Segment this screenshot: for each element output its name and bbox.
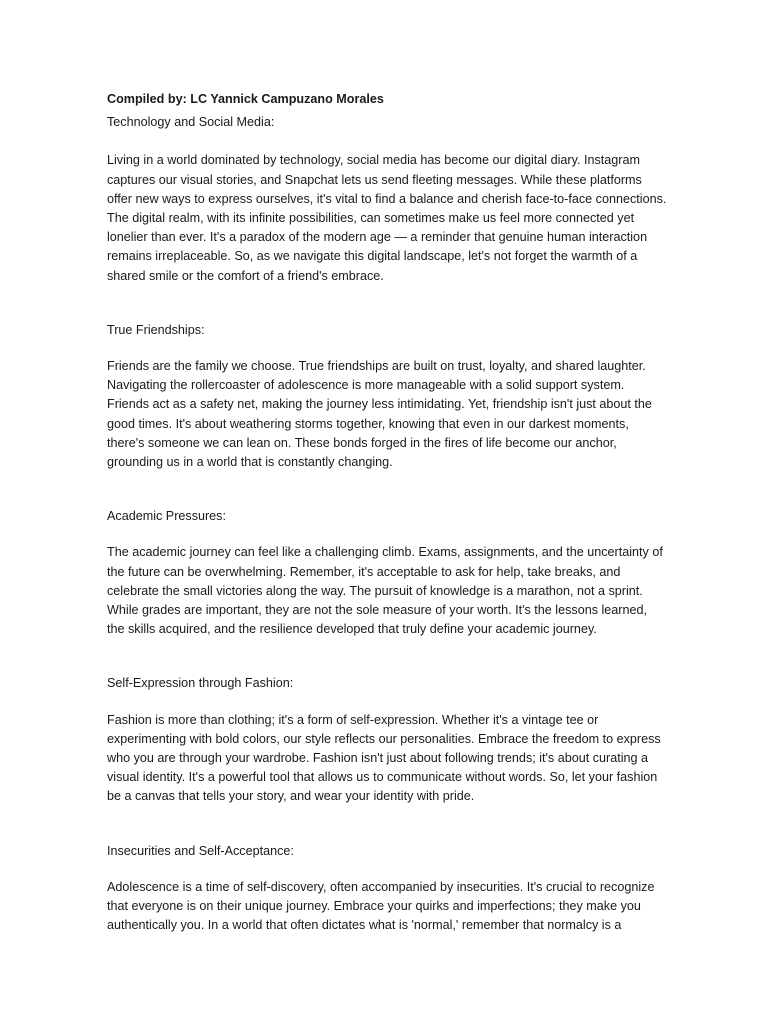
section-body-insecurities: Adolescence is a time of self-discovery, often accompanied by insecurities. It's crucial to recognize that everyone is on their unique journey. Embrace your quirks and imperfections; they make you authentically you. In a world that often dictates what is 'normal,' remember that normalcy is a <box>107 879 655 933</box>
section-body-fashion: Fashion is more than clothing; it's a form of self-expression. Whether it's a vintage tee or experimenting with bold colors, our style reflects our personalities. Embrace the freedom to express who you are through your wardrobe. Fashion isn't just about following trends; it's about curating a visual identity. It's a powerful tool that allows us to communicate without words. So, let your fashion be a canvas that tells your story, and wear your identity with pride. <box>107 712 661 804</box>
section-heading-technology: Technology and Social Media: <box>107 115 275 130</box>
section-body-friendships: Friends are the family we choose. True friendships are built on trust, loyalty, and shared laughter. Navigating the rollercoaster of adolescence is more manageable with a solid support system. Friends act as a safety net, making the journey less intimidating. Yet, friendship isn't just about the good times. It's about weathering storms together, knowing that even in our darkest moments, there's someone we can lean on. These bonds forged in the fires of life become our anchor, grounding us in a world that is constantly changing. <box>107 359 652 470</box>
compiled-by-line: Compiled by: LC Yannick Campuzano Morales <box>107 92 384 106</box>
section-heading-friendships: True Friendships: <box>107 322 205 337</box>
section-body-academic: The academic journey can feel like a challenging climb. Exams, assignments, and the uncertainty of the future can be overwhelming. Remember, it's acceptable to ask for help, take breaks, and celebrate the small victories along the way. The pursuit of knowledge is a marathon, not a sprint. While grades are important, they are not the sole measure of your worth. It's the lessons learned, the skills acquired, and the resilience developed that truly define your academic journey. <box>107 545 663 637</box>
document-content <box>107 90 667 971</box>
section-heading-academic: Academic Pressures: <box>107 509 226 524</box>
section-heading-fashion: Self-Expression through Fashion: <box>107 676 294 691</box>
section-heading-insecurities: Insecurities and Self-Acceptance: <box>107 843 294 858</box>
section-body-technology: Living in a world dominated by technology, social media has become our digital diary. Instagram captures our visual stories, and Snapchat lets us send fleeting messages. While these platforms offer new ways to express ourselves, it's vital to find a balance and cherish face-to-face connections. The digital realm, with its infinite possibilities, can sometimes make us feel more connected yet lonelier than ever. It's a paradox of the modern age — a reminder that genuine human interaction remains irreplaceable. So, as we navigate this digital landscape, let's not forget the warmth of a shared smile or the comfort of a friend's embrace. <box>107 153 667 283</box>
